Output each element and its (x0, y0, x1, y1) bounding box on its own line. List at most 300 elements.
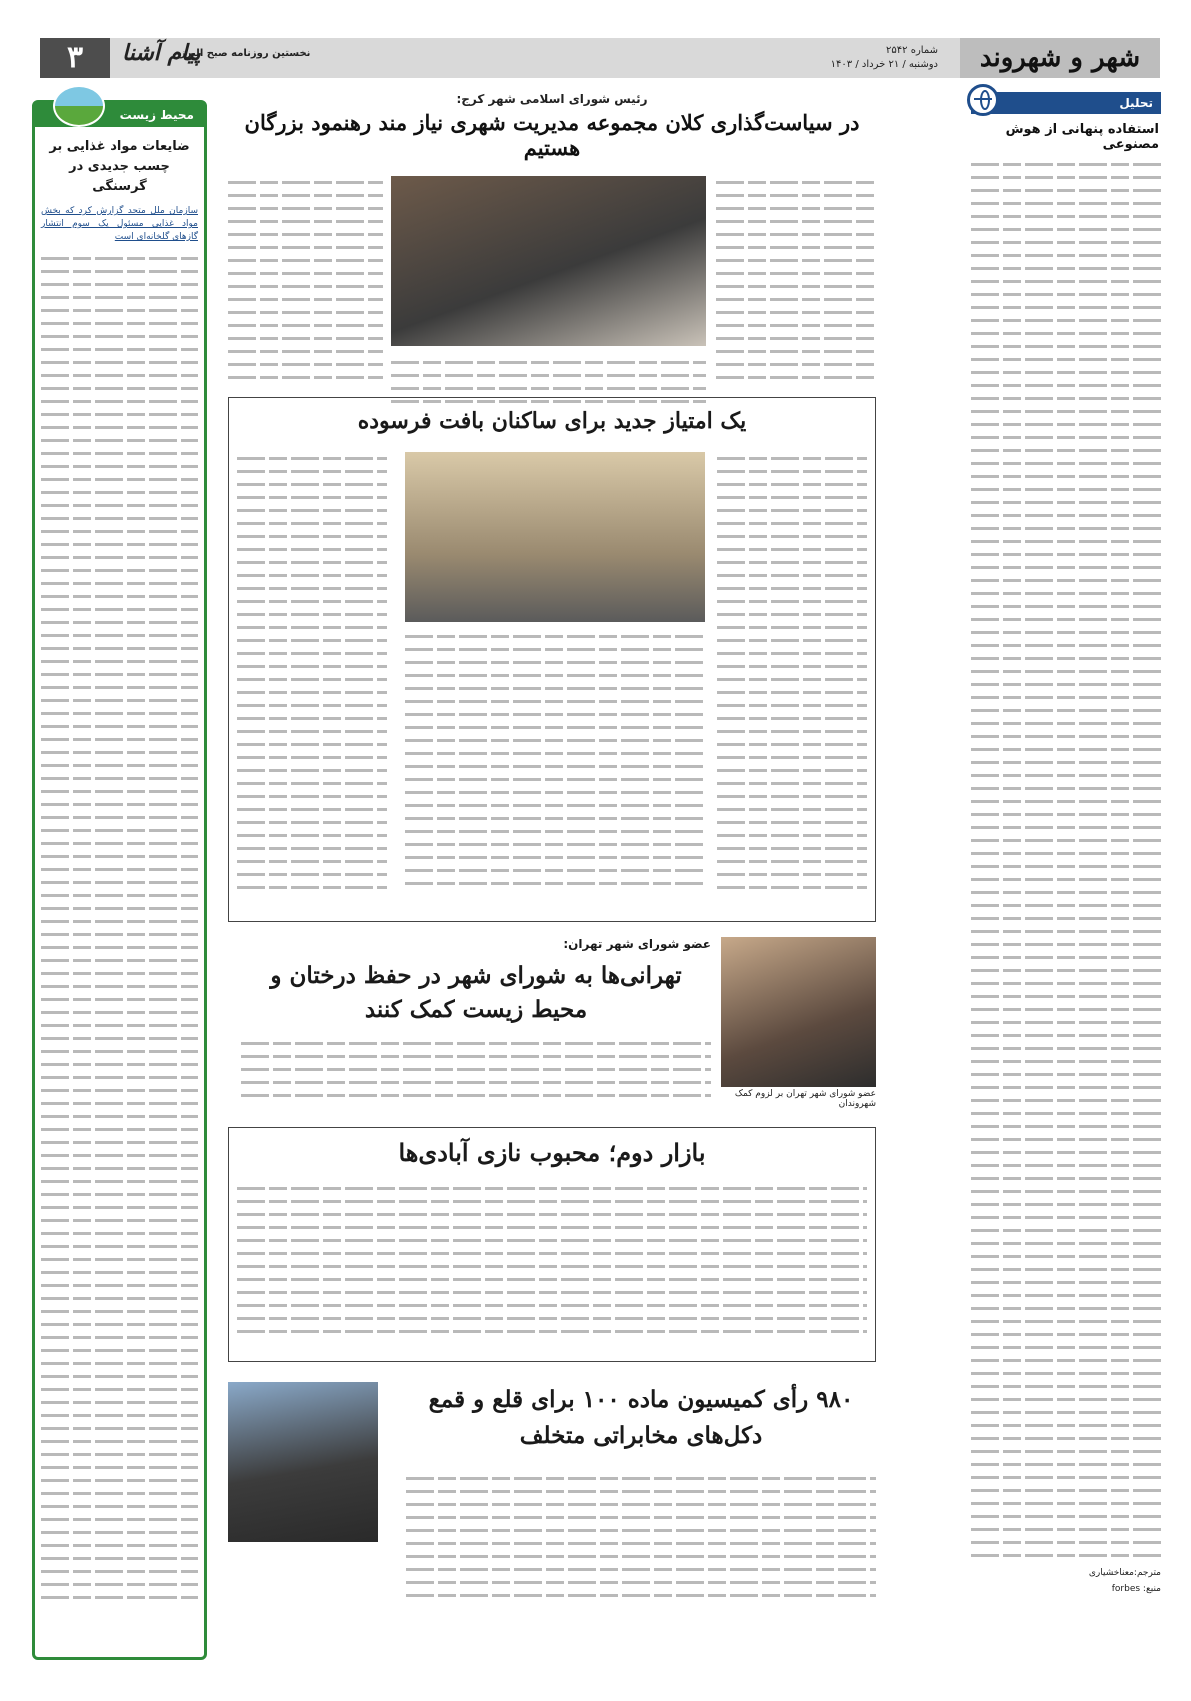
text-line (41, 629, 198, 642)
text-line (237, 803, 387, 816)
text-line (41, 1045, 198, 1058)
text-line (237, 855, 387, 868)
text-line (405, 812, 705, 825)
text-line (716, 319, 876, 332)
story1-body (228, 176, 876, 406)
text-line (405, 786, 705, 799)
text-line (717, 569, 867, 582)
text-line (971, 1237, 1161, 1250)
text-line (237, 764, 387, 777)
text-line (971, 405, 1161, 418)
text-line (228, 215, 383, 228)
story2-column (405, 630, 705, 890)
text-line (237, 816, 387, 829)
text-line (971, 951, 1161, 964)
text-line (717, 712, 867, 725)
text-line (41, 265, 198, 278)
text-line (237, 1260, 867, 1273)
text-line (41, 1318, 198, 1331)
text-line (228, 280, 383, 293)
text-line (716, 293, 876, 306)
text-line (41, 1227, 198, 1240)
text-line (971, 717, 1161, 730)
text-line (971, 574, 1161, 587)
story3-kicker: عضو شورای شهر تهران: (563, 937, 711, 951)
text-line (41, 824, 198, 837)
text-line (971, 821, 1161, 834)
text-line (41, 551, 198, 564)
text-line (41, 928, 198, 941)
story2-headline: یک امتیاز جدید برای ساکنان بافت فرسوده (357, 408, 747, 434)
story2-photo (405, 452, 705, 622)
text-line (971, 613, 1161, 626)
text-line (971, 509, 1161, 522)
text-line (406, 1472, 876, 1485)
text-line (971, 938, 1161, 951)
text-line (717, 816, 867, 829)
text-line (41, 1331, 198, 1344)
text-line (237, 530, 387, 543)
text-line (716, 267, 876, 280)
text-line (405, 760, 705, 773)
text-line (405, 708, 705, 721)
text-line (717, 621, 867, 634)
text-line (971, 1185, 1161, 1198)
text-line (237, 1312, 867, 1325)
text-line (405, 838, 705, 851)
text-line (971, 678, 1161, 691)
text-line (41, 668, 198, 681)
text-line (971, 535, 1161, 548)
story4-body (237, 1182, 867, 1338)
story1-photo (391, 176, 706, 346)
text-line (971, 1276, 1161, 1289)
text-line (41, 1357, 198, 1370)
text-line (971, 379, 1161, 392)
text-line (971, 1172, 1161, 1185)
text-line (406, 1498, 876, 1511)
text-line (971, 1211, 1161, 1224)
text-line (228, 254, 383, 267)
text-line (237, 660, 387, 673)
text-line (41, 408, 198, 421)
text-line (717, 803, 867, 816)
text-line (237, 1299, 867, 1312)
text-line (716, 358, 876, 371)
text-line (971, 1380, 1161, 1393)
text-line (41, 486, 198, 499)
text-line (391, 382, 706, 395)
text-line (228, 319, 383, 332)
text-line (971, 1419, 1161, 1432)
text-line (41, 1253, 198, 1266)
text-line (41, 1552, 198, 1565)
text-line (405, 799, 705, 812)
text-line (405, 773, 705, 786)
tagline: نخستین روزنامه صبح البرز (180, 48, 311, 59)
text-line (41, 681, 198, 694)
text-line (405, 864, 705, 877)
text-line (41, 473, 198, 486)
text-line (405, 669, 705, 682)
text-line (41, 798, 198, 811)
text-line (41, 1422, 198, 1435)
text-line (717, 491, 867, 504)
text-line (41, 291, 198, 304)
text-line (237, 868, 387, 881)
text-line (971, 873, 1161, 886)
text-line (41, 785, 198, 798)
text-line (971, 1198, 1161, 1211)
text-line (41, 460, 198, 473)
text-line (716, 254, 876, 267)
text-line (971, 418, 1161, 431)
text-line (717, 842, 867, 855)
text-line (971, 847, 1161, 860)
text-line (41, 720, 198, 733)
text-line (41, 1305, 198, 1318)
text-line (716, 202, 876, 215)
text-line (228, 306, 383, 319)
text-line (41, 1071, 198, 1084)
text-line (41, 1565, 198, 1578)
analysis-title: استفاده پنهانی از هوش مصنوعی (1005, 122, 1159, 152)
text-line (41, 369, 198, 382)
text-line (237, 751, 387, 764)
text-line (41, 1084, 198, 1097)
text-line (41, 1149, 198, 1162)
text-line (237, 1247, 867, 1260)
text-line (41, 1006, 198, 1019)
text-line (971, 1081, 1161, 1094)
issue-meta (831, 44, 938, 72)
text-line (41, 1344, 198, 1357)
text-line (237, 647, 387, 660)
text-line (237, 608, 387, 621)
text-line (237, 478, 387, 491)
text-line (237, 491, 387, 504)
text-line (228, 267, 383, 280)
text-line (971, 769, 1161, 782)
text-line (41, 1162, 198, 1175)
analysis-source: منبع: forbes (1111, 1584, 1161, 1594)
text-line (971, 340, 1161, 353)
text-line (41, 1110, 198, 1123)
text-line (241, 1076, 711, 1089)
text-line (717, 543, 867, 556)
text-line (971, 964, 1161, 977)
text-line (228, 228, 383, 241)
text-line (716, 228, 876, 241)
text-line (971, 587, 1161, 600)
text-line (971, 1094, 1161, 1107)
text-line (237, 582, 387, 595)
text-line (971, 366, 1161, 379)
text-line (41, 1526, 198, 1539)
text-line (971, 1003, 1161, 1016)
text-line (41, 1292, 198, 1305)
text-line (41, 421, 198, 434)
text-line (716, 241, 876, 254)
text-line (971, 431, 1161, 444)
text-line (41, 1188, 198, 1201)
story5-photo (228, 1382, 378, 1542)
analysis-label: تحلیل (1119, 96, 1153, 110)
text-line (405, 877, 705, 890)
text-line (41, 850, 198, 863)
text-line (717, 855, 867, 868)
text-line (717, 764, 867, 777)
text-line (237, 465, 387, 478)
text-line (237, 790, 387, 803)
text-line (228, 345, 383, 358)
text-line (717, 686, 867, 699)
text-line (41, 564, 198, 577)
text-line (406, 1589, 876, 1602)
text-line (717, 465, 867, 478)
text-line (971, 756, 1161, 769)
text-line (228, 371, 383, 384)
text-line (41, 330, 198, 343)
text-line (41, 252, 198, 265)
environment-label: محیط زیست (119, 108, 194, 122)
text-line (971, 496, 1161, 509)
environment-body (35, 252, 204, 1604)
text-line (971, 1536, 1161, 1549)
text-line (41, 1019, 198, 1032)
text-line (971, 1263, 1161, 1276)
text-line (237, 712, 387, 725)
text-line (971, 1510, 1161, 1523)
text-line (971, 1107, 1161, 1120)
text-line (41, 1214, 198, 1227)
text-line (41, 538, 198, 551)
text-line (41, 1201, 198, 1214)
text-line (717, 595, 867, 608)
text-line (717, 478, 867, 491)
text-line (41, 759, 198, 772)
text-line (406, 1576, 876, 1589)
text-line (716, 215, 876, 228)
text-line (971, 743, 1161, 756)
text-line (717, 868, 867, 881)
text-line (237, 1325, 867, 1338)
text-line (405, 825, 705, 838)
text-line (971, 1341, 1161, 1354)
text-line (971, 1497, 1161, 1510)
text-line (41, 343, 198, 356)
text-line (405, 747, 705, 760)
story1-kicker: رئیس شورای اسلامی شهر کرج: (456, 92, 648, 106)
text-line (41, 1370, 198, 1383)
text-line (41, 876, 198, 889)
text-line (41, 1175, 198, 1188)
text-line (971, 1146, 1161, 1159)
text-line (237, 595, 387, 608)
text-line (971, 197, 1161, 210)
text-line (717, 790, 867, 803)
text-line (717, 530, 867, 543)
text-line (228, 358, 383, 371)
text-line (716, 332, 876, 345)
text-line (237, 517, 387, 530)
text-line (971, 977, 1161, 990)
text-line (717, 725, 867, 738)
text-line (717, 660, 867, 673)
text-line (971, 1315, 1161, 1328)
text-line (716, 280, 876, 293)
text-line (971, 1484, 1161, 1497)
text-line (41, 1409, 198, 1422)
text-line (237, 738, 387, 751)
text-line (241, 1063, 711, 1076)
text-line (971, 288, 1161, 301)
page-number: ۳ (40, 38, 110, 78)
text-line (971, 1406, 1161, 1419)
text-line (41, 499, 198, 512)
text-line (41, 811, 198, 824)
text-line (716, 371, 876, 384)
text-line (971, 210, 1161, 223)
text-line (237, 699, 387, 712)
text-line (971, 1289, 1161, 1302)
text-line (237, 634, 387, 647)
text-line (971, 236, 1161, 249)
text-line (41, 434, 198, 447)
text-line (717, 647, 867, 660)
story2-box (228, 397, 876, 922)
text-line (971, 691, 1161, 704)
analysis-translator: مترجم:معناخشیاری (1088, 1568, 1161, 1578)
text-line (237, 686, 387, 699)
text-line (971, 457, 1161, 470)
text-line (237, 842, 387, 855)
text-line (405, 656, 705, 669)
text-line (971, 1133, 1161, 1146)
text-line (971, 483, 1161, 496)
story1-headline: در سیاست‌گذاری کلان مجموعه مدیریت شهری نیاز مند رهنمود بزرگان هستیم (244, 110, 860, 160)
text-line (717, 582, 867, 595)
text-line (971, 171, 1161, 184)
story1-column (716, 176, 876, 384)
text-line (41, 317, 198, 330)
text-line (41, 1461, 198, 1474)
text-line (971, 184, 1161, 197)
text-line (971, 912, 1161, 925)
text-line (241, 1050, 711, 1063)
text-line (41, 993, 198, 1006)
text-line (971, 1159, 1161, 1172)
text-line (237, 1273, 867, 1286)
environment-lead: سازمان ملل متحد گزارش کرد که بخش مواد غذایی مسئول یک سوم انتشار گازهای گلخانه‌ای است (41, 206, 198, 242)
landscape-icon (53, 85, 105, 127)
text-line (971, 808, 1161, 821)
analysis-body (971, 158, 1161, 1562)
text-line (41, 1383, 198, 1396)
text-line (228, 332, 383, 345)
text-line (237, 829, 387, 842)
text-line (971, 1068, 1161, 1081)
section-title: شهر و شهروند (960, 38, 1160, 78)
text-line (405, 682, 705, 695)
text-line (717, 673, 867, 686)
text-line (41, 1123, 198, 1136)
text-line (971, 1029, 1161, 1042)
text-line (971, 522, 1161, 535)
text-line (41, 902, 198, 915)
text-line (237, 1182, 867, 1195)
text-line (41, 278, 198, 291)
text-line (971, 1367, 1161, 1380)
text-line (41, 863, 198, 876)
text-line (41, 1539, 198, 1552)
story3-body (241, 1037, 711, 1102)
text-line (405, 695, 705, 708)
text-line (237, 621, 387, 634)
text-line (971, 444, 1161, 457)
text-line (971, 1120, 1161, 1133)
text-line (228, 202, 383, 215)
text-line (971, 353, 1161, 366)
text-line (971, 1250, 1161, 1263)
text-line (971, 1471, 1161, 1484)
text-line (971, 1302, 1161, 1315)
text-line (391, 356, 706, 369)
globe-icon (967, 84, 999, 116)
text-line (41, 577, 198, 590)
text-line (237, 543, 387, 556)
text-line (717, 751, 867, 764)
text-line (41, 512, 198, 525)
text-line (41, 525, 198, 538)
text-line (971, 626, 1161, 639)
text-line (41, 967, 198, 980)
story4-headline: بازار دوم؛ محبوب نازی آبادی‌ها (398, 1138, 706, 1167)
text-line (971, 249, 1161, 262)
text-line (971, 886, 1161, 899)
text-line (717, 777, 867, 790)
text-line (971, 1523, 1161, 1536)
text-line (971, 262, 1161, 275)
text-line (971, 990, 1161, 1003)
text-line (41, 1487, 198, 1500)
story1-column (228, 176, 383, 384)
text-line (716, 176, 876, 189)
text-line (241, 1037, 711, 1050)
text-line (41, 1279, 198, 1292)
newspaper-logo: پیام آشنا (122, 40, 201, 66)
story3-headline: تهرانی‌ها به شورای شهر در حفظ درختان و محیط زیست کمک کنند (270, 962, 682, 1023)
text-line (971, 470, 1161, 483)
text-line (237, 452, 387, 465)
text-line (717, 608, 867, 621)
issue-number: شماره ۲۵۴۲ (886, 45, 938, 56)
text-line (41, 1500, 198, 1513)
text-line (41, 395, 198, 408)
text-line (41, 837, 198, 850)
text-line (717, 829, 867, 842)
text-line (971, 600, 1161, 613)
masthead (40, 38, 1160, 78)
text-line (41, 980, 198, 993)
text-line (971, 158, 1161, 171)
text-line (237, 1234, 867, 1247)
text-line (237, 881, 387, 894)
text-line (406, 1563, 876, 1576)
text-line (41, 1396, 198, 1409)
text-line (41, 694, 198, 707)
text-line (717, 699, 867, 712)
